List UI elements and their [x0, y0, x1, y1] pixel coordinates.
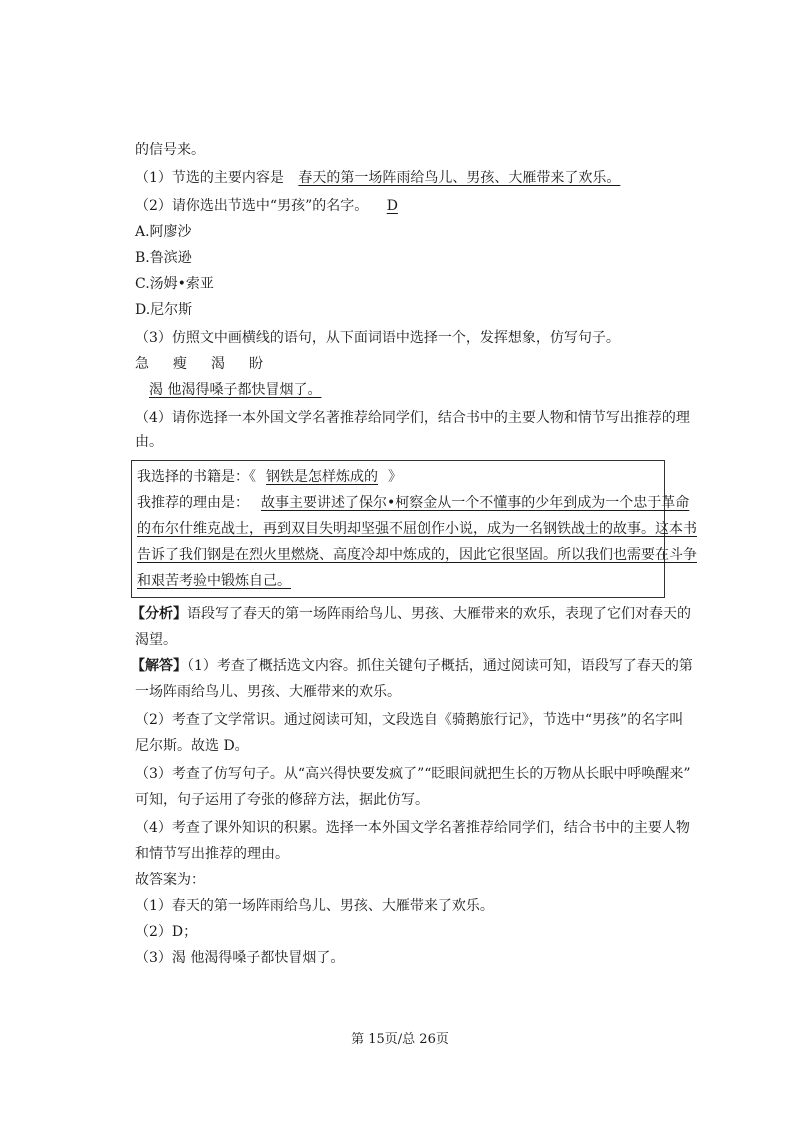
reason-line1	[137, 493, 689, 513]
answer-line8: 和情节写出推荐的理由。	[135, 846, 289, 862]
option-c: C.汤姆•索亚	[135, 276, 214, 292]
option-d: D.尼尔斯	[135, 302, 193, 318]
analysis-line1	[131, 604, 691, 624]
q2-answer: D	[386, 198, 398, 214]
option-a: A.阿廖沙	[135, 224, 192, 240]
q1-label: （1）节选的主要内容是	[135, 170, 284, 186]
book-name: 钢铁是怎样炼成的	[266, 469, 378, 485]
word-choice: 急	[135, 356, 149, 372]
question-4-line1: （4）请你选择一本外国文学名著推荐给同学们，结合书中的主要人物和情节写出推荐的理	[135, 410, 690, 426]
book-suffix: 》	[388, 469, 402, 485]
answer-line7: （4）考查了课外知识的积累。选择一本外国文学名著推荐给同学们，结合书中的主要人物	[135, 820, 690, 836]
reason-line4: 和艰苦考验中锻炼自己。	[137, 573, 291, 589]
answer-line1	[131, 656, 693, 676]
answer-tag: 【解答】	[131, 658, 187, 674]
reason-prefix: 我推荐的理由是：	[137, 495, 249, 511]
text-line: 的信号来。	[135, 142, 205, 158]
answer-box	[131, 460, 697, 598]
final-answer-2: （2）D；	[135, 924, 198, 940]
answer-line3: （2）考查了文学常识。通过阅读可知，文段选自《骑鹅旅行记》，节选中“男孩”的名字叫	[135, 712, 684, 728]
word-choice: 渴	[211, 356, 225, 372]
word-choice: 瘦	[173, 356, 187, 372]
book-line	[137, 467, 402, 487]
final-answer-3: （3）渴 他渴得嗓子都快冒烟了。	[135, 950, 345, 966]
reason-line2: 的布尔什维克战士，再到双目失明却坚强不屈创作小说，成为一名钢铁战士的故事。这本书	[137, 521, 697, 537]
analysis-text: 语段写了春天的第一场阵雨给鸟儿、男孩、大雁带来的欢乐，表现了它们对春天的	[187, 606, 691, 622]
q3-answer: 渴 他渴得嗓子都快冒烟了。	[149, 382, 322, 398]
option-b: B.鲁滨逊	[135, 250, 192, 266]
q2-label: （2）请你选出节选中“男孩”的名字。	[135, 198, 369, 214]
reason-line3: 告诉了我们钢是在烈火里燃烧、高度冷却中炼成的，因此它很坚固。所以我们也需要在斗争	[137, 547, 697, 563]
answer-line4: 尼尔斯。故选 D。	[135, 738, 249, 754]
analysis-line2: 渴望。	[135, 632, 177, 648]
q1-answer: 春天的第一场阵雨给鸟儿、男孩、大雁带来了欢乐。	[298, 170, 621, 186]
page-footer: 第 15页/总 26页	[351, 1032, 449, 1047]
answer-text: （1）考查了概括选文内容。抓住关键句子概括，通过阅读可知，语段写了春天的第	[187, 658, 693, 674]
final-answer-1: （1）春天的第一场阵雨给鸟儿、男孩、大雁带来了欢乐。	[135, 898, 494, 914]
question-4-line2: 由。	[135, 434, 163, 450]
answer-line2: 一场阵雨给鸟儿、男孩、大雁带来的欢乐。	[135, 684, 401, 700]
final-label: 故答案为：	[135, 872, 205, 888]
question-1	[135, 168, 620, 188]
word-choice: 盼	[249, 356, 263, 372]
question-2	[135, 196, 398, 216]
book-prefix: 我选择的书籍是：《	[137, 469, 256, 485]
reason-text: 故事主要讲述了保尔•柯察金从一个不懂事的少年到成为一个忠于革命	[261, 495, 690, 511]
answer-line5: （3）考查了仿写句子。从“高兴得快要发疯了”“眨眼间就把生长的万物从长眠中呼唤醒来”	[135, 766, 691, 782]
answer-line6: 可知，句子运用了夸张的修辞方法，据此仿写。	[135, 792, 429, 808]
word-choices	[135, 354, 263, 374]
analysis-tag: 【分析】	[131, 606, 187, 622]
question-3: （3）仿照文中画横线的语句，从下面词语中选择一个，发挥想象，仿写句子。	[135, 330, 620, 346]
q3-answer-line	[135, 380, 321, 400]
